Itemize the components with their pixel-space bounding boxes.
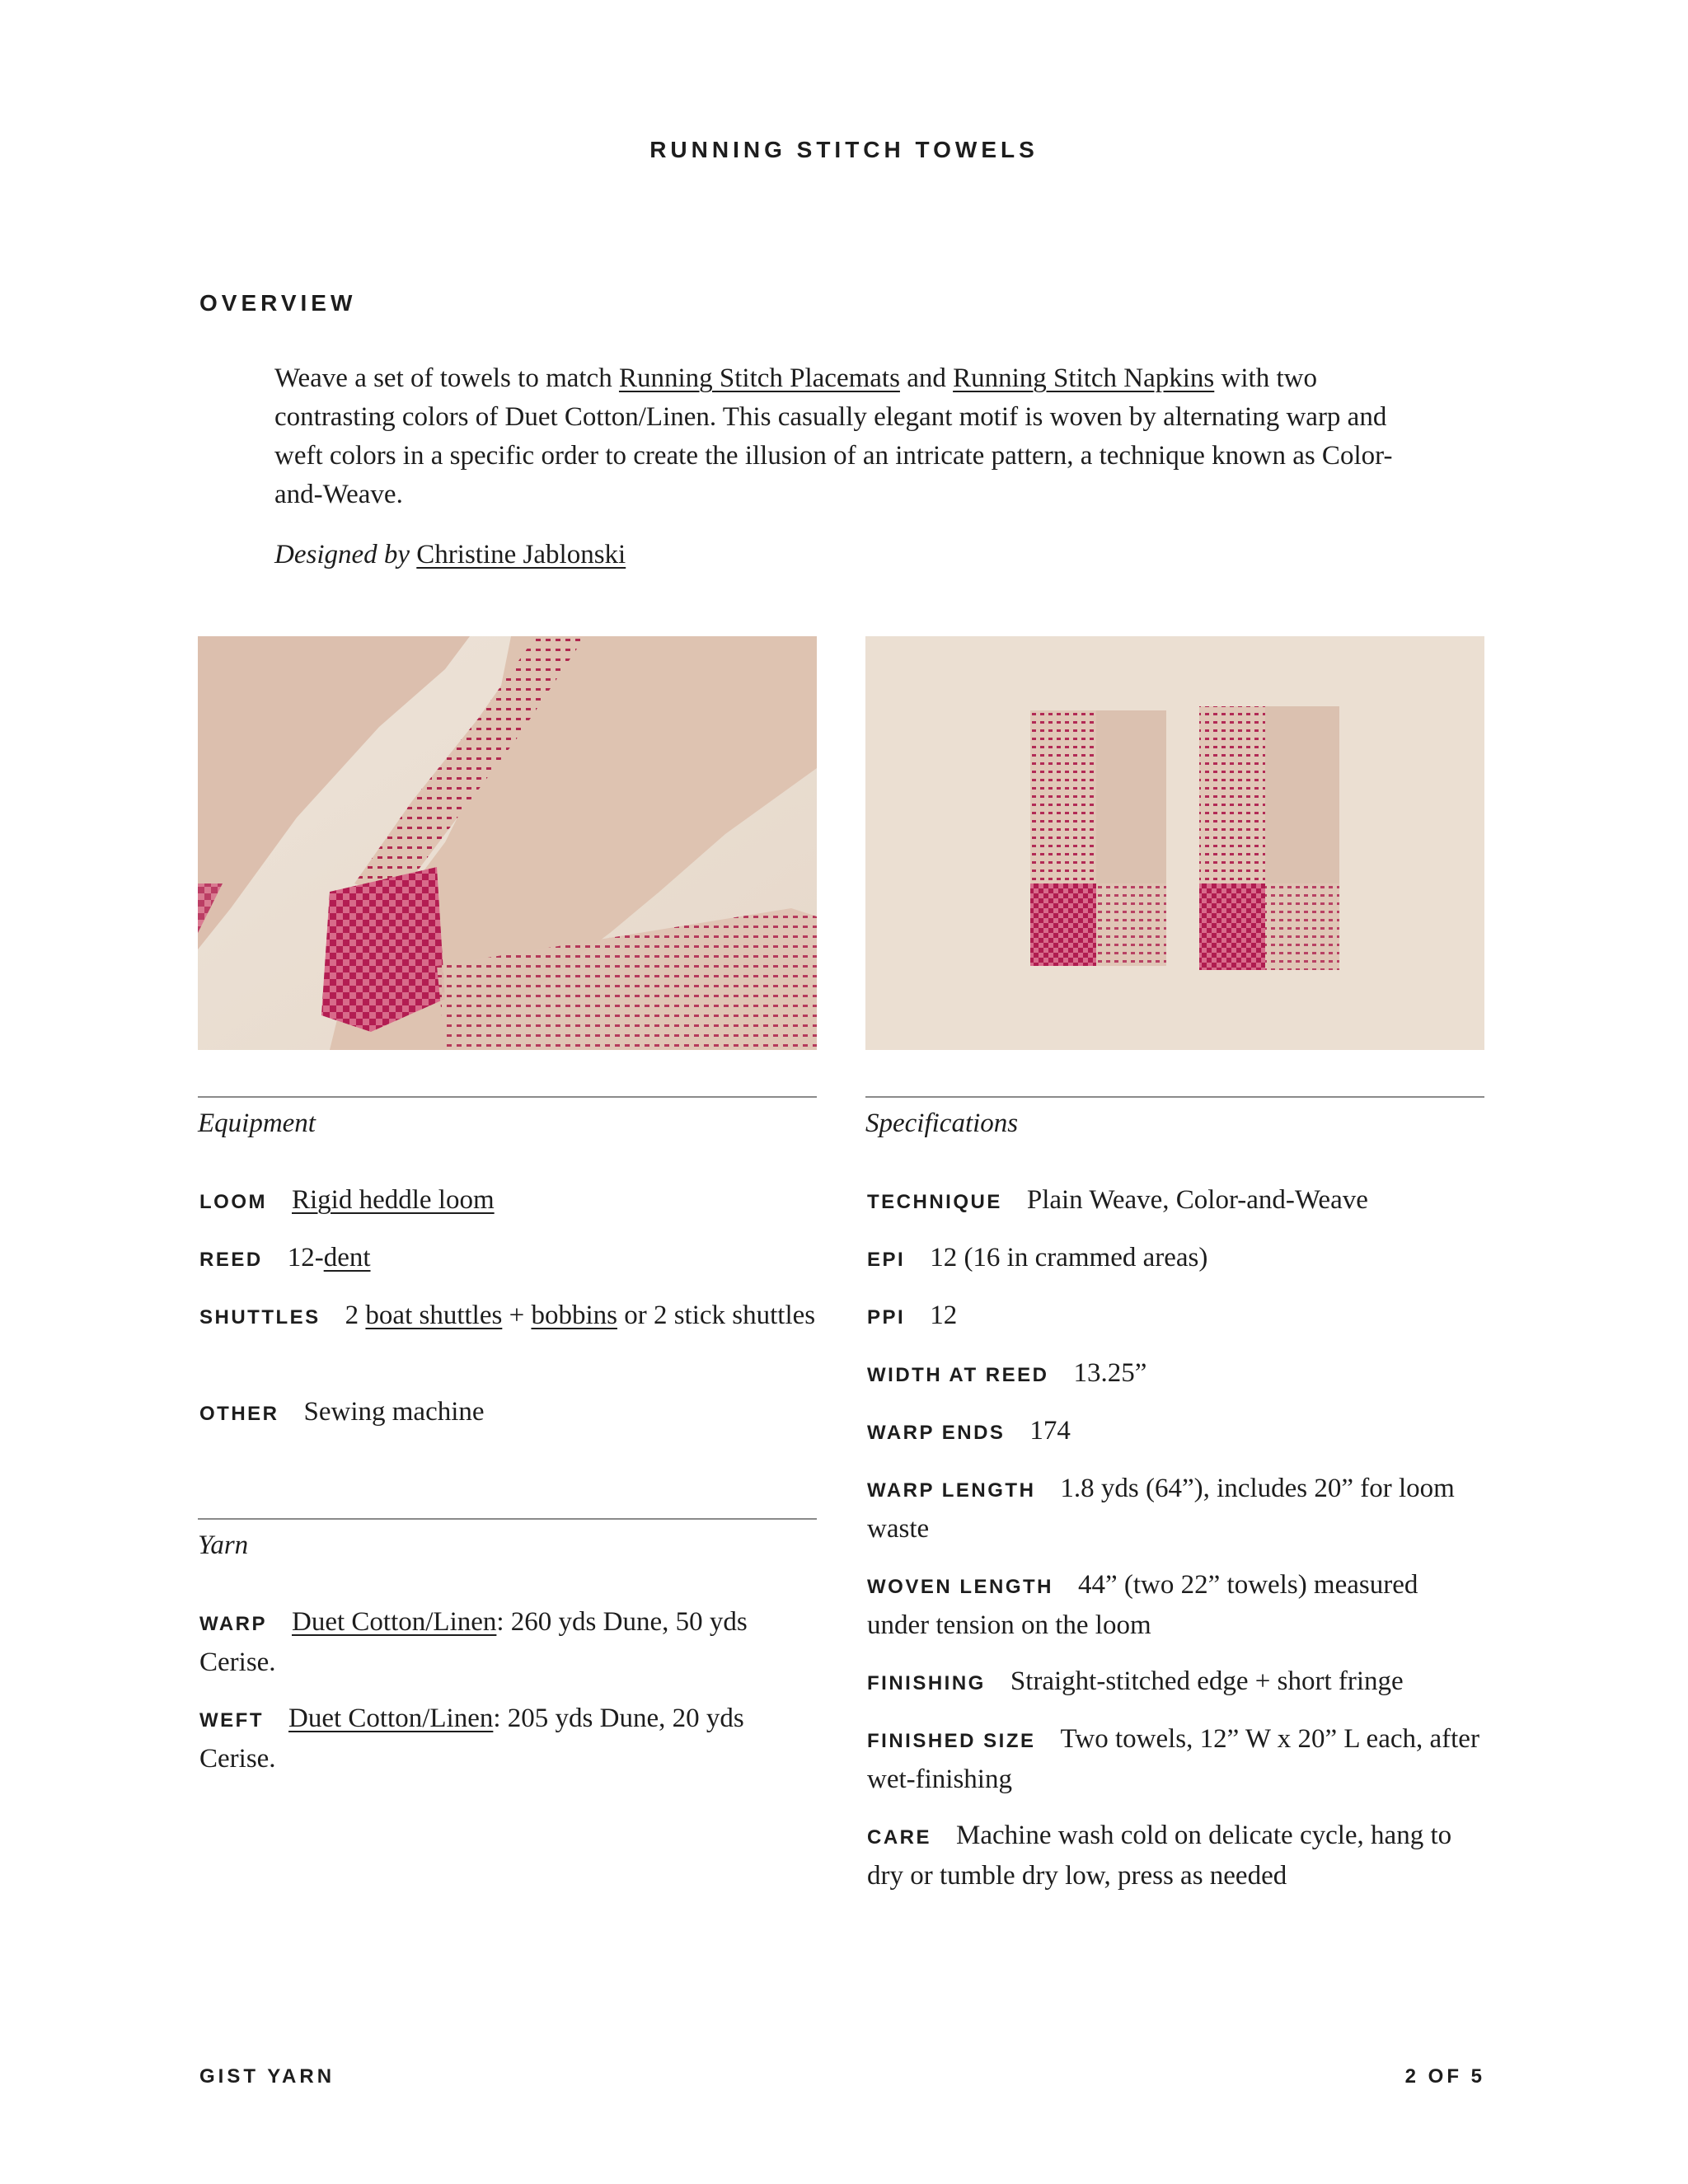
- equipment-reed: [199, 1239, 818, 1279]
- yarn-divider: [198, 1518, 817, 1520]
- equipment-divider: [198, 1096, 817, 1098]
- spec-value: 44” (two 22” towels) measured under tension on the loom: [867, 1570, 1418, 1640]
- spec-label: WARP LENGTH: [867, 1479, 1036, 1502]
- designer-credit: [274, 536, 626, 574]
- spec-value: 174: [1029, 1416, 1071, 1446]
- spec-warp-length: [867, 1469, 1486, 1549]
- spec-value: Machine wash cold on delicate cycle, hang to dry or tumble dry low, press as needed: [867, 1821, 1452, 1891]
- footer-brand: GIST YARN: [199, 2065, 335, 2088]
- spec-value: 13.25”: [1073, 1358, 1147, 1388]
- dent-link[interactable]: dent: [323, 1243, 371, 1272]
- spec-value: Two towels, 12” W x 20” L each, after wet-finishing: [867, 1724, 1479, 1794]
- specifications-heading: Specifications: [865, 1108, 1019, 1138]
- page-number: 2 OF 5: [1404, 2065, 1485, 2088]
- placemats-link[interactable]: Running Stitch Placemats: [618, 363, 900, 393]
- weft-yarn-link[interactable]: Duet Cotton/Linen: [288, 1704, 494, 1733]
- spec-value: 12: [930, 1301, 958, 1330]
- spec-technique: [867, 1181, 1486, 1221]
- shuttles-label: SHUTTLES: [199, 1306, 321, 1329]
- designer-link[interactable]: Christine Jablonski: [416, 540, 626, 569]
- overview-text-part: Weave a set of towels to match: [274, 363, 619, 393]
- overview-heading: OVERVIEW: [199, 290, 357, 316]
- equipment-loom: [199, 1181, 818, 1221]
- shuttles-text: or 2 stick shuttles: [617, 1301, 816, 1330]
- spec-label: FINISHED SIZE: [867, 1730, 1036, 1752]
- yarn-heading: Yarn: [198, 1530, 249, 1560]
- overview-text-part: and: [899, 363, 954, 393]
- spec-epi: [867, 1239, 1486, 1279]
- spec-care: [867, 1816, 1486, 1896]
- napkins-link[interactable]: Running Stitch Napkins: [953, 363, 1215, 393]
- spec-value: 12 (16 in crammed areas): [930, 1243, 1208, 1272]
- reed-value: 12-: [287, 1243, 324, 1272]
- warp-label: WARP: [199, 1613, 267, 1635]
- other-value: Sewing machine: [303, 1397, 485, 1427]
- document-title: RUNNING STITCH TOWELS: [649, 137, 1039, 162]
- designed-by-label: Designed by: [274, 540, 410, 569]
- yarn-weft: [199, 1699, 818, 1779]
- bobbins-link[interactable]: bobbins: [531, 1301, 617, 1330]
- specifications-divider: [865, 1096, 1484, 1098]
- weft-label: WEFT: [199, 1709, 264, 1732]
- spec-width-at-reed: [867, 1354, 1486, 1394]
- warp-yarn-link[interactable]: Duet Cotton/Linen: [292, 1607, 497, 1637]
- towels-photo-folded: [865, 636, 1484, 1050]
- spec-label: WARP ENDS: [867, 1422, 1006, 1444]
- loom-label: LOOM: [199, 1191, 267, 1213]
- spec-value: Plain Weave, Color-and-Weave: [1026, 1185, 1368, 1215]
- shuttles-text: 2: [345, 1301, 366, 1330]
- spec-warp-ends: [867, 1412, 1486, 1452]
- shuttles-text: +: [502, 1301, 532, 1330]
- overview-text: [274, 359, 1428, 514]
- spec-value: Straight-stitched edge + short fringe: [1010, 1666, 1404, 1696]
- overview-text-part: with two contrasting colors of Duet Cotton/Linen. This casually elegant motif is woven by alternating warp and weft colors in a specific order to create the illusion of an intricate pattern, a technique known as Color-and-Weave.: [274, 363, 1393, 509]
- warp-value: : 260 yds Dune, 50 yds Cerise.: [199, 1607, 748, 1677]
- spec-value: 1.8 yds (64”), includes 20” for loom waste: [867, 1474, 1455, 1544]
- weft-value: : 205 yds Dune, 20 yds Cerise.: [199, 1704, 744, 1774]
- reed-label: REED: [199, 1249, 263, 1271]
- spec-label: CARE: [867, 1826, 932, 1849]
- spec-finishing: [867, 1662, 1486, 1703]
- loom-link[interactable]: Rigid heddle loom: [292, 1185, 495, 1215]
- spec-finished-size: [867, 1720, 1486, 1799]
- other-label: OTHER: [199, 1403, 279, 1425]
- equipment-heading: Equipment: [198, 1108, 316, 1138]
- spec-label: WOVEN LENGTH: [867, 1576, 1053, 1598]
- spec-label: WIDTH AT REED: [867, 1364, 1049, 1386]
- towels-photo-diagonal: [198, 636, 817, 1050]
- spec-woven-length: [867, 1566, 1486, 1645]
- spec-label: FINISHING: [867, 1672, 986, 1694]
- spec-ppi: [867, 1296, 1486, 1337]
- spec-label: PPI: [867, 1306, 906, 1329]
- spec-label: TECHNIQUE: [867, 1191, 1002, 1213]
- equipment-shuttles: [199, 1296, 818, 1337]
- boat-shuttles-link[interactable]: boat shuttles: [365, 1301, 503, 1330]
- yarn-warp: [199, 1603, 818, 1682]
- spec-label: EPI: [867, 1249, 906, 1271]
- equipment-other: [199, 1393, 818, 1433]
